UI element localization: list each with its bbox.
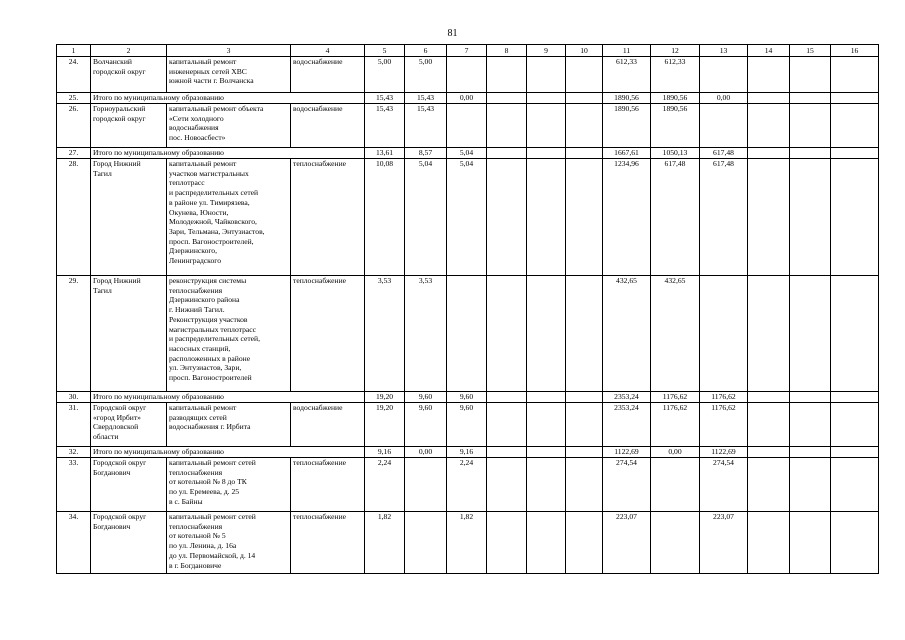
value-cell — [700, 276, 748, 392]
value-cell: 8,57 — [405, 148, 447, 159]
value-cell — [487, 148, 527, 159]
value-cell — [487, 392, 527, 403]
column-header: 3 — [167, 45, 291, 57]
value-cell: 1890,56 — [651, 104, 700, 148]
value-cell: 0,00 — [651, 447, 700, 458]
row-number: 30. — [57, 392, 91, 403]
column-header: 9 — [527, 45, 566, 57]
value-cell — [790, 57, 831, 93]
value-cell: 15,43 — [365, 93, 405, 104]
value-cell: 0,00 — [405, 447, 447, 458]
value-cell — [748, 403, 790, 447]
value-cell: 2,24 — [365, 458, 405, 512]
value-cell — [831, 447, 879, 458]
value-cell: 432,65 — [651, 276, 700, 392]
row-number: 24. — [57, 57, 91, 93]
table-row — [57, 104, 879, 148]
value-cell: 1890,56 — [603, 93, 651, 104]
data-table — [56, 44, 879, 574]
value-cell — [405, 512, 447, 574]
value-cell: 19,20 — [365, 392, 405, 403]
kind-cell: водоснабжение — [291, 104, 365, 148]
value-cell — [447, 276, 487, 392]
value-cell — [748, 104, 790, 148]
kind-cell: теплоснабжение — [291, 276, 365, 392]
column-header: 2 — [91, 45, 167, 57]
value-cell — [748, 148, 790, 159]
value-cell: 19,20 — [365, 403, 405, 447]
value-cell — [487, 93, 527, 104]
table-row — [57, 57, 879, 93]
value-cell: 0,00 — [700, 93, 748, 104]
value-cell — [566, 392, 603, 403]
value-cell: 1234,96 — [603, 159, 651, 276]
value-cell: 9,60 — [405, 403, 447, 447]
value-cell — [651, 458, 700, 512]
total-row — [57, 93, 879, 104]
description-cell: капитальный ремонт сетей теплоснабжения от котельной № 8 до ТК по ул. Еремеева, д. 25 в с. Байны — [167, 458, 291, 512]
column-header: 14 — [748, 45, 790, 57]
value-cell — [790, 447, 831, 458]
row-number: 25. — [57, 93, 91, 104]
total-label: Итого по муниципальному образованию — [91, 447, 365, 458]
value-cell — [487, 512, 527, 574]
value-cell: 1890,56 — [603, 104, 651, 148]
table-row — [57, 159, 879, 276]
value-cell: 2,24 — [447, 458, 487, 512]
value-cell: 274,54 — [700, 458, 748, 512]
value-cell: 1176,62 — [651, 392, 700, 403]
value-cell: 5,00 — [365, 57, 405, 93]
row-number: 32. — [57, 447, 91, 458]
value-cell — [566, 148, 603, 159]
value-cell — [748, 392, 790, 403]
value-cell — [487, 159, 527, 276]
page-number: 81 — [447, 28, 458, 39]
value-cell: 617,48 — [700, 159, 748, 276]
value-cell: 3,53 — [365, 276, 405, 392]
column-header: 8 — [487, 45, 527, 57]
value-cell: 2353,24 — [603, 403, 651, 447]
total-row — [57, 447, 879, 458]
value-cell: 5,04 — [447, 159, 487, 276]
value-cell — [831, 276, 879, 392]
value-cell — [748, 159, 790, 276]
value-cell: 9,60 — [447, 403, 487, 447]
value-cell — [566, 512, 603, 574]
value-cell: 5,00 — [405, 57, 447, 93]
value-cell: 9,60 — [405, 392, 447, 403]
value-cell — [527, 458, 566, 512]
value-cell — [831, 57, 879, 93]
column-header: 13 — [700, 45, 748, 57]
column-header: 1 — [57, 45, 91, 57]
column-header: 7 — [447, 45, 487, 57]
value-cell — [527, 392, 566, 403]
value-cell: 9,16 — [365, 447, 405, 458]
value-cell — [790, 403, 831, 447]
value-cell — [566, 104, 603, 148]
column-header: 11 — [603, 45, 651, 57]
value-cell — [527, 57, 566, 93]
value-cell — [790, 104, 831, 148]
value-cell — [566, 57, 603, 93]
value-cell: 1050,13 — [651, 148, 700, 159]
row-number: 28. — [57, 159, 91, 276]
value-cell: 0,00 — [447, 93, 487, 104]
value-cell — [527, 512, 566, 574]
column-header: 15 — [790, 45, 831, 57]
total-row — [57, 148, 879, 159]
value-cell — [831, 104, 879, 148]
value-cell — [831, 148, 879, 159]
value-cell: 274,54 — [603, 458, 651, 512]
value-cell: 1890,56 — [651, 93, 700, 104]
table-row — [57, 276, 879, 392]
column-header: 4 — [291, 45, 365, 57]
value-cell: 1176,62 — [651, 403, 700, 447]
description-cell: капитальный ремонт разводящих сетей водоснабжения г. Ирбита — [167, 403, 291, 447]
value-cell: 15,43 — [365, 104, 405, 148]
value-cell — [447, 104, 487, 148]
value-cell — [487, 458, 527, 512]
value-cell — [566, 403, 603, 447]
kind-cell: теплоснабжение — [291, 512, 365, 574]
description-cell: капитальный ремонт сетей теплоснабжения от котельной № 5 по ул. Ленина, д. 16а до ул. Первомайской, д. 14 в г. Богдановиче — [167, 512, 291, 574]
value-cell: 1176,62 — [700, 403, 748, 447]
value-cell: 5,04 — [447, 148, 487, 159]
row-number: 29. — [57, 276, 91, 392]
value-cell: 15,43 — [405, 93, 447, 104]
municipality-cell: Город Нижний Тагил — [91, 159, 167, 276]
header-row — [57, 45, 879, 57]
value-cell: 10,08 — [365, 159, 405, 276]
value-cell — [790, 93, 831, 104]
value-cell — [566, 159, 603, 276]
value-cell — [527, 159, 566, 276]
value-cell — [790, 148, 831, 159]
description-cell: капитальный ремонт участков магистральных теплотрасс и распределительных сетей в районе ул. Тимирязева, Окунева, Юности, Молодежной, Чайковского, Зари, Тельмана, Энтузиастов, просп. Вагоностроителей, Дзержинского, Ленинградского — [167, 159, 291, 276]
description-cell: капитальный ремонт объекта «Сети холодного водоснабжения пос. Новоасбест» — [167, 104, 291, 148]
value-cell: 15,43 — [405, 104, 447, 148]
value-cell — [566, 447, 603, 458]
value-cell — [700, 57, 748, 93]
value-cell — [790, 159, 831, 276]
value-cell — [447, 57, 487, 93]
value-cell: 612,33 — [651, 57, 700, 93]
total-label: Итого по муниципальному образованию — [91, 392, 365, 403]
value-cell — [700, 104, 748, 148]
value-cell: 617,48 — [651, 159, 700, 276]
value-cell — [748, 276, 790, 392]
column-header: 6 — [405, 45, 447, 57]
kind-cell: теплоснабжение — [291, 458, 365, 512]
value-cell — [527, 148, 566, 159]
value-cell — [527, 276, 566, 392]
column-header: 16 — [831, 45, 879, 57]
value-cell: 223,07 — [700, 512, 748, 574]
table-row — [57, 512, 879, 574]
value-cell: 2353,24 — [603, 392, 651, 403]
value-cell — [790, 512, 831, 574]
value-cell — [527, 93, 566, 104]
value-cell — [487, 276, 527, 392]
value-cell: 1,82 — [447, 512, 487, 574]
row-number: 33. — [57, 458, 91, 512]
value-cell — [831, 392, 879, 403]
value-cell: 1122,69 — [603, 447, 651, 458]
kind-cell: теплоснабжение — [291, 159, 365, 276]
row-number: 31. — [57, 403, 91, 447]
value-cell: 617,48 — [700, 148, 748, 159]
value-cell — [790, 392, 831, 403]
column-header: 5 — [365, 45, 405, 57]
value-cell — [487, 447, 527, 458]
municipality-cell: Городской округ Богданович — [91, 458, 167, 512]
value-cell — [748, 512, 790, 574]
value-cell: 5,04 — [405, 159, 447, 276]
value-cell: 432,65 — [603, 276, 651, 392]
value-cell — [651, 512, 700, 574]
value-cell — [748, 458, 790, 512]
total-label: Итого по муниципальному образованию — [91, 148, 365, 159]
value-cell — [527, 104, 566, 148]
description-cell: реконструкция системы теплоснабжения Дзержинского района г. Нижний Тагил. Реконструкция участков магистральных теплотрасс и распределительных сетей, насосных станций, расположенных в районе ул. Энтузиастов, Зари, просп. Вагоностроителей — [167, 276, 291, 392]
value-cell: 612,33 — [603, 57, 651, 93]
value-cell: 1176,62 — [700, 392, 748, 403]
description-cell: капитальный ремонт инженерных сетей ХВС южной части г. Волчанска — [167, 57, 291, 93]
municipality-cell: Волчанский городской округ — [91, 57, 167, 93]
value-cell: 1122,69 — [700, 447, 748, 458]
kind-cell: водоснабжение — [291, 57, 365, 93]
value-cell — [487, 403, 527, 447]
row-number: 26. — [57, 104, 91, 148]
value-cell — [566, 276, 603, 392]
row-number: 27. — [57, 148, 91, 159]
table-row — [57, 403, 879, 447]
column-header: 12 — [651, 45, 700, 57]
value-cell: 1,82 — [365, 512, 405, 574]
table-row — [57, 458, 879, 512]
value-cell: 3,53 — [405, 276, 447, 392]
row-number: 34. — [57, 512, 91, 574]
value-cell — [748, 93, 790, 104]
value-cell — [566, 93, 603, 104]
value-cell — [831, 159, 879, 276]
municipality-cell: Городской округ «город Ирбит» Свердловской области — [91, 403, 167, 447]
column-header: 10 — [566, 45, 603, 57]
value-cell — [831, 93, 879, 104]
municipality-cell: Город Нижний Тагил — [91, 276, 167, 392]
value-cell: 223,07 — [603, 512, 651, 574]
value-cell — [790, 276, 831, 392]
value-cell — [487, 104, 527, 148]
municipality-cell: Городской округ Богданович — [91, 512, 167, 574]
value-cell — [831, 458, 879, 512]
value-cell — [831, 403, 879, 447]
value-cell: 9,16 — [447, 447, 487, 458]
value-cell — [831, 512, 879, 574]
total-row — [57, 392, 879, 403]
value-cell: 1667,61 — [603, 148, 651, 159]
value-cell — [566, 458, 603, 512]
value-cell: 13,61 — [365, 148, 405, 159]
value-cell — [748, 447, 790, 458]
value-cell — [790, 458, 831, 512]
value-cell — [527, 447, 566, 458]
value-cell — [405, 458, 447, 512]
municipality-cell: Горноуральский городской округ — [91, 104, 167, 148]
total-label: Итого по муниципальному образованию — [91, 93, 365, 104]
value-cell — [487, 57, 527, 93]
value-cell — [527, 403, 566, 447]
value-cell — [748, 57, 790, 93]
value-cell: 9,60 — [447, 392, 487, 403]
kind-cell: водоснабжение — [291, 403, 365, 447]
